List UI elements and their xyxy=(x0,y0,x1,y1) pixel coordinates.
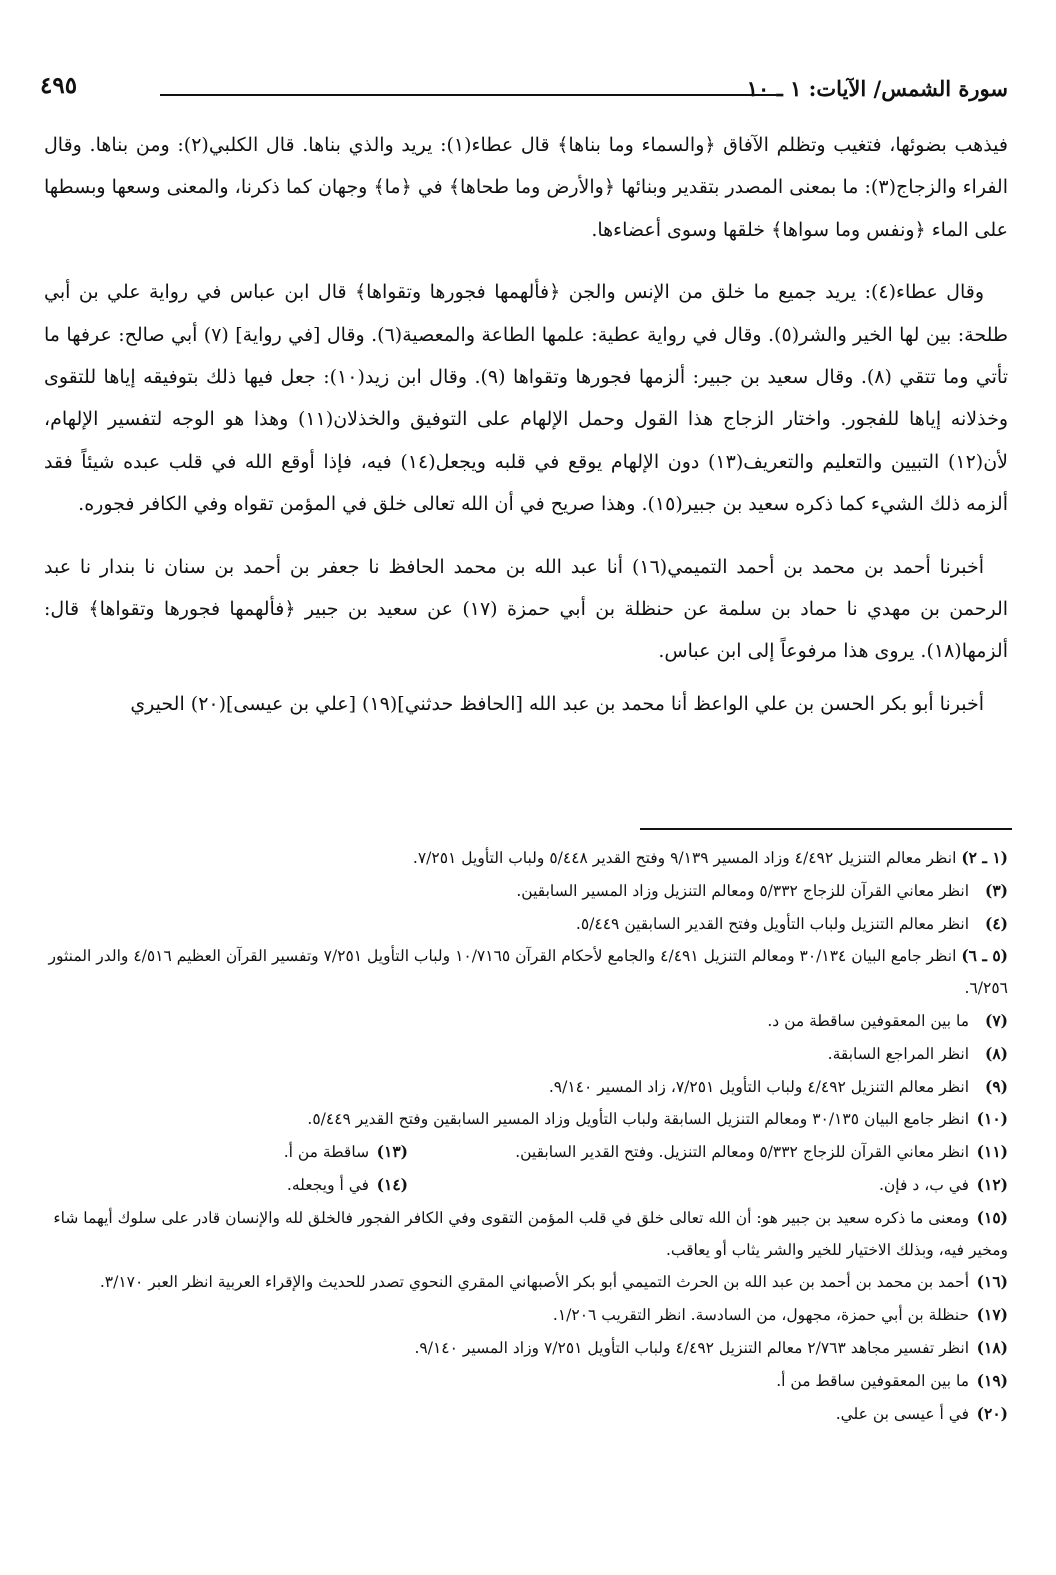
footnote-number: (١٢) xyxy=(976,1174,1008,1194)
page-header xyxy=(40,72,1016,106)
footnote xyxy=(20,1299,1008,1332)
footnote-number: (٤) xyxy=(984,913,1008,933)
footnote-text: انظر معاني القرآن للزجاج ٥/٣٣٢ ومعالم التنزيل وزاد المسير السابقين. xyxy=(516,881,970,900)
footnote-text: انظر معالم التنزيل ٤/٤٩٢ وزاد المسير ٩/١٣٩ وفتح القدير ٥/٤٤٨ ولباب التأويل ٧/٢٥١. xyxy=(412,849,957,867)
footnote xyxy=(20,842,1008,875)
footnote xyxy=(20,1005,1008,1038)
footnote-text: انظر معاني القرآن للزجاج ٥/٣٣٢ ومعالم التنزيل. وفتح القدير السابقين. xyxy=(515,1143,970,1162)
footnote-number: (٨) xyxy=(984,1043,1008,1063)
footnote-text: انظر معالم التنزيل ٤/٤٩٢ ولباب التأويل ٧/٢٥١، زاد المسير ٩/١٤٠. xyxy=(548,1077,970,1096)
paragraph-1: فيذهب بضوئها، فتغيب وتظلم الآفاق ﴿والسماء وما بناها﴾ قال عطاء(١): يريد والذي بناها. قال الكلبي(٢): ومن بناها. وقال الفراء والزجاج(٣): ما بمعنى المصدر بتقدير وبنائها ﴿والأرض وما طحاها﴾ في ﴿ما﴾ وجهان كما ذكرنا، والمعنى وسعها وبسطها على الماء ﴿ونفس وما سواها﴾ خلقها وسوى أعضاءها. xyxy=(44,134,1008,241)
footnote-text: أحمد بن محمد بن أحمد بن عبد الله بن الحرث التميمي أبو بكر الأصبهاني المقري النحوي تصدر للحديث والإقراء العربية انظر العبر ٣/١٧٠. xyxy=(99,1273,970,1292)
footnote xyxy=(20,908,1008,941)
footnote-text: ومعنى ما ذكره سعيد بن جبير هو: أن الله تعالى خلق في قلب المؤمن التقوى وفي الكافر الفجور فالخلق لله والإنسان قادر على سلوك أيهما شاء ومخير فيه، وبذلك الاختيار للخير والشر يثاب أو يعاقب. xyxy=(53,1208,1008,1259)
footnote-text: في ب، د فإن. xyxy=(879,1175,970,1194)
footnote-text: ما بين المعقوفين ساقطة من د. xyxy=(767,1011,970,1030)
footnote-number: (١٨) xyxy=(976,1337,1008,1357)
footnote-number: (٧) xyxy=(984,1010,1008,1030)
page-number: ٤٩٥ xyxy=(40,72,78,99)
footnote-row xyxy=(20,1169,1008,1202)
footnotes xyxy=(20,842,1008,1430)
footnote xyxy=(20,875,1008,908)
footnote-row xyxy=(20,1136,1008,1169)
main-text xyxy=(44,124,1008,725)
footnote-separator xyxy=(640,828,1012,830)
footnote-number: (٢٠) xyxy=(976,1403,1008,1423)
footnote-text: انظر معالم التنزيل ولباب التأويل وفتح القدير السابقين ٥/٤٤٩. xyxy=(575,914,970,933)
footnote-number: (١٥) xyxy=(976,1207,1008,1227)
paragraph-3: أخبرنا أحمد بن محمد بن أحمد التميمي(١٦) أنا عبد الله بن محمد الحافظ نا جعفر بن أحمد بن سنان نا بندار نا عبد الرحمن بن مهدي نا حماد بن سلمة عن حنظلة بن أبي حمزة (١٧) عن سعيد بن جبير ﴿فألهمها فجورها وتقواها﴾ قال: ألزمها(١٨). يروى هذا مرفوعاً إلى ابن عباس. xyxy=(44,555,1009,663)
footnote xyxy=(20,1202,1008,1267)
footnote-number: (١٦) xyxy=(976,1272,1008,1292)
footnote-text: حنظلة بن أبي حمزة، مجهول، من السادسة. انظر التقريب ١/٢٠٦. xyxy=(552,1306,970,1325)
paragraph-4: أخبرنا أبو بكر الحسن بن علي الواعظ أنا محمد بن عبد الله [الحافظ حدثني](١٩) [علي بن عيسى](٢٠) الحيري xyxy=(130,692,984,715)
footnote xyxy=(20,1365,1008,1398)
footnote xyxy=(20,940,1008,1005)
running-title: سورة الشمس/ الآيات: ١ ـ ١٠ xyxy=(746,76,1008,101)
footnote xyxy=(408,1136,1008,1169)
footnote xyxy=(20,1266,1008,1299)
footnote-number: (١٣) xyxy=(376,1142,408,1162)
footnote-text: انظر جامع البيان ٣٠/١٣٤ ومعالم التنزيل ٤/٤٩١ والجامع لأحكام القرآن ١٠/٧١٦٥ ولباب التأويل ٧/٢٥١ وتفسير القرآن العظيم ٤/٥١٦ والدر المنثور ٦/٢٥٦. xyxy=(48,947,1008,998)
footnote xyxy=(20,1398,1008,1431)
footnote-number: (٣) xyxy=(984,880,1008,900)
footnote-number: (٥ ـ ٦) xyxy=(961,946,1008,966)
footnote-number: (١٧) xyxy=(976,1305,1008,1325)
footnote-number: (١ ـ ٢) xyxy=(961,848,1008,867)
footnote-text: انظر جامع البيان ٣٠/١٣٥ ومعالم التنزيل السابقة ولباب التأويل وزاد المسير السابقين وفتح القدير ٥/٤٤٩. xyxy=(307,1110,970,1129)
footnote xyxy=(408,1169,1008,1202)
footnote xyxy=(20,1038,1008,1071)
footnote xyxy=(20,1332,1008,1365)
footnote-text: في أ ويجعله. xyxy=(286,1175,370,1194)
footnote-number: (١٩) xyxy=(976,1370,1008,1390)
footnote xyxy=(20,1071,1008,1104)
footnote-text: انظر تفسير مجاهد ٢/٧٦٣ معالم التنزيل ٤/٤٩٢ ولباب التأويل ٧/٢٥١ وزاد المسير ٩/١٤٠. xyxy=(414,1338,970,1357)
footnote-text: ساقطة من أ. xyxy=(283,1143,370,1162)
footnote-number: (٩) xyxy=(984,1076,1008,1096)
footnote xyxy=(20,1169,408,1202)
footnote-number: (١٠) xyxy=(976,1109,1008,1129)
header-rule xyxy=(160,94,776,96)
footnote-number: (١١) xyxy=(976,1142,1008,1162)
footnote-text: انظر المراجع السابقة. xyxy=(827,1044,970,1063)
footnote xyxy=(20,1136,408,1169)
footnote-text: ما بين المعقوفين ساقط من أ. xyxy=(776,1371,970,1390)
footnote-text: في أ عيسى بن علي. xyxy=(835,1404,970,1423)
footnote-number: (١٤) xyxy=(376,1174,408,1194)
footnote xyxy=(20,1103,1008,1136)
paragraph-2: وقال عطاء(٤): يريد جميع ما خلق من الإنس والجن ﴿فألهمها فجورها وتقواها﴾ قال ابن عباس في رواية علي بن أبي طلحة: بين لها الخير والشر(٥). وقال في رواية عطية: علمها الطاعة والمعصية(٦). وقال [في رواية] (٧) أبي صالح: عرفها ما تأتي وما تتقي (٨). وقال سعيد بن جبير: ألزمها فجورها وتقواها (٩). وقال ابن زيد(١٠): جعل فيها ذلك بتوفيقه إياها للتقوى وخذلانه إياها للفجور. واختار الزجاج هذا القول وحمل الإلهام على التوفيق والخذلان(١١) وهذا هو الوجه لتفسير الإلهام، لأن(١٢) التبيين والتعليم والتعريف(١٣) دون الإلهام يوقع في قلبه ويجعل(١٤) فيه، فإذا أوقع الله في قلب عبده شيئاً فقد ألزمه ذلك الشيء كما ذكره سعيد بن جبير(١٥). وهذا صريح في أن الله تعالى خلق في المؤمن تقواه وفي الكافر فجوره. xyxy=(44,281,1009,516)
